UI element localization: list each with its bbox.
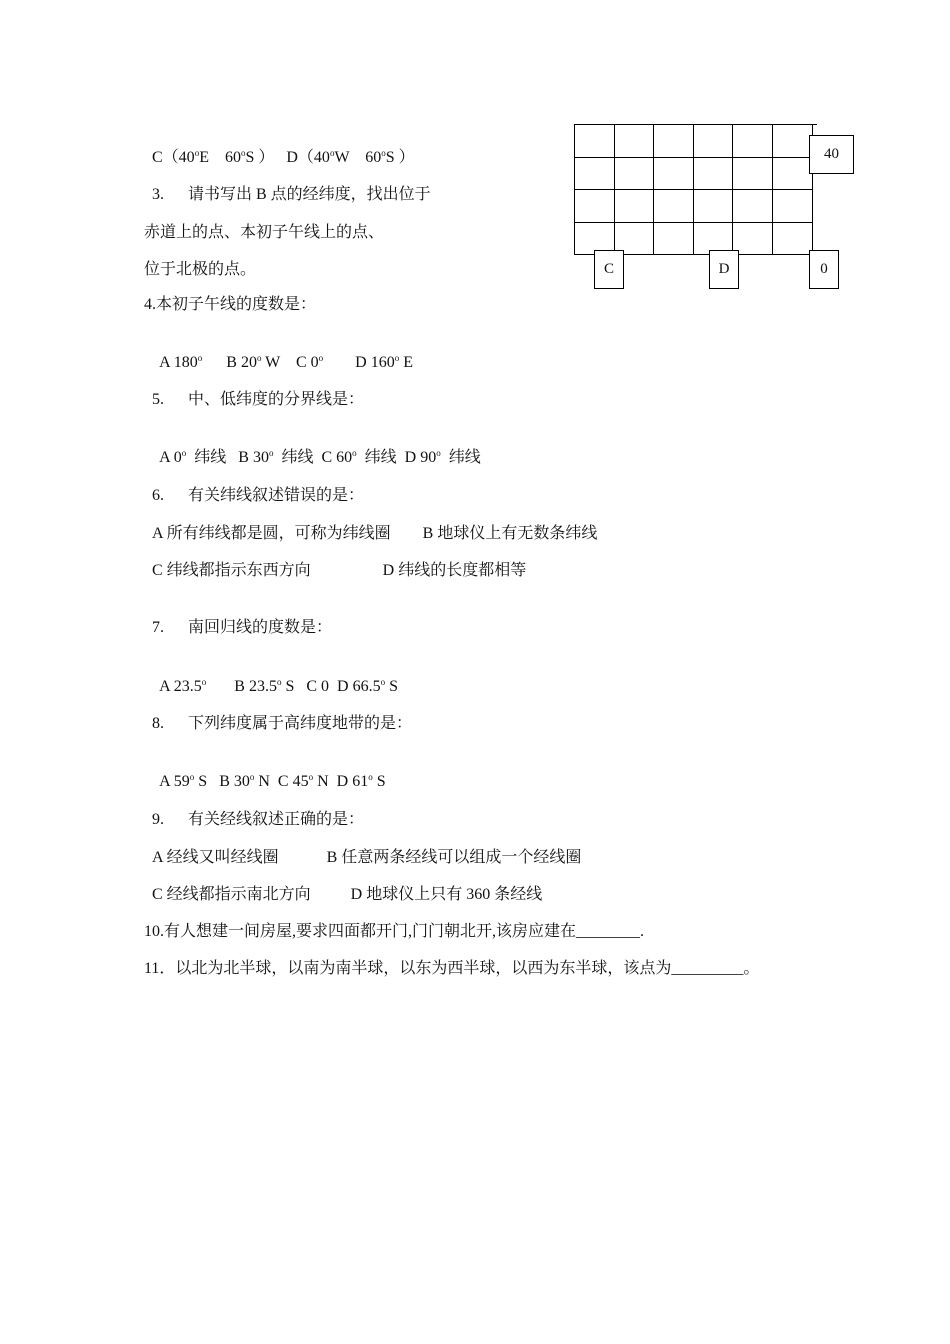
- question-4-options: [152, 333, 413, 373]
- question-text: 请书写出 B 点的经纬度，找出位于: [188, 186, 431, 203]
- question-text: 中、低纬度的分界线是：: [188, 391, 365, 408]
- grid-cell: [615, 190, 655, 223]
- degree-sign: o: [201, 677, 207, 687]
- degree-sign: o: [318, 353, 324, 363]
- question-9-options-ab: A 经线又叫经线圈 B 任意两条经线可以组成一个经线圈: [152, 849, 582, 866]
- text-segment: E 60: [199, 149, 241, 166]
- degree-sign: o: [436, 448, 441, 458]
- grid-cell: [733, 158, 773, 191]
- grid-cell: [654, 125, 694, 158]
- grid-cell: [615, 125, 655, 158]
- text-segment: A 0: [159, 449, 182, 466]
- grid-row: [575, 125, 817, 158]
- question-number: 9.: [152, 811, 164, 828]
- text-segment: A 59: [159, 773, 190, 790]
- question-number: 3.: [152, 186, 164, 203]
- grid-cell: [733, 125, 773, 158]
- text-segment: S ） D（40: [245, 149, 330, 166]
- text-segment: C（40: [152, 149, 195, 166]
- degree-sign: o: [181, 448, 187, 458]
- grid-cell: [575, 190, 615, 223]
- degree-sign: o: [268, 448, 274, 458]
- degree-sign: o: [380, 677, 386, 687]
- grid-cell: [654, 158, 694, 191]
- question-3: [144, 165, 431, 205]
- question-7: [144, 598, 332, 638]
- text-segment: N D 61: [313, 773, 369, 790]
- grid-cell: [773, 223, 813, 256]
- degree-sign: o: [368, 772, 373, 782]
- grid-cell: [694, 158, 734, 191]
- question-6-options-cd: C 纬线都指示东西方向 D 纬线的长度都相等: [152, 562, 527, 579]
- grid-cell: [575, 125, 615, 158]
- text-segment: D 160: [323, 354, 395, 371]
- question-10: 10.有人想建一间房屋,要求四面都开门,门门朝北开,该房应建在________.: [144, 923, 645, 940]
- text-segment: S B 30: [194, 773, 250, 790]
- question-text: 有关经线叙述正确的是：: [188, 811, 365, 828]
- degree-sign: o: [276, 677, 282, 687]
- option-line-cd: [144, 128, 415, 168]
- grid-cell: [773, 125, 813, 158]
- grid-cell: [694, 125, 734, 158]
- degree-sign: o: [394, 353, 400, 363]
- grid-cell: [694, 190, 734, 223]
- text-segment: 纬线 C 60: [273, 449, 353, 466]
- text-segment: E: [399, 354, 414, 371]
- text-segment: 纬线 D 90: [356, 449, 437, 466]
- label-box-d: D: [709, 250, 739, 289]
- degree-sign: o: [194, 148, 200, 158]
- grid-cell: [654, 190, 694, 223]
- degree-sign: o: [197, 353, 203, 363]
- grid-cell: [733, 223, 773, 256]
- text-segment: 纬线: [440, 449, 481, 466]
- grid-row: [575, 190, 817, 223]
- label-box-0: 0: [809, 250, 839, 289]
- label-box-c: C: [594, 250, 624, 289]
- question-number: 5.: [152, 391, 164, 408]
- grid-cell: [773, 158, 813, 191]
- question-text: 南回归线的度数是：: [188, 619, 333, 636]
- degree-sign: o: [189, 772, 195, 782]
- label-box-40: 40: [809, 135, 854, 174]
- question-5-options: [152, 428, 481, 468]
- question-text: 下列纬度属于高纬度地带的是：: [188, 715, 413, 732]
- text-segment: N C 45: [254, 773, 309, 790]
- question-3-line-2: 赤道上的点、本初子午线上的点、: [144, 224, 385, 241]
- question-5: [144, 370, 364, 410]
- question-number: 8.: [152, 715, 164, 732]
- text-segment: W C 0: [261, 354, 319, 371]
- question-6-options-ab: A 所有纬线都是圆，可称为纬线圈 B 地球仪上有无数条纬线: [152, 525, 598, 542]
- text-segment: A 180: [159, 354, 198, 371]
- question-4: 4.本初子午线的度数是：: [144, 296, 317, 313]
- question-number: 6.: [152, 487, 164, 504]
- question-9-options-cd: C 经线都指示南北方向 D 地球仪上只有 360 条经线: [152, 886, 543, 903]
- text-segment: B 20: [202, 354, 257, 371]
- text-segment: A 23.5: [159, 678, 202, 695]
- question-number: 7.: [152, 619, 164, 636]
- text-segment: W 60: [334, 149, 382, 166]
- text-segment: S ）: [385, 149, 415, 166]
- text-segment: S C 0 D 66.5: [281, 678, 381, 695]
- question-8: [144, 694, 412, 734]
- text-segment: B 23.5: [206, 678, 277, 695]
- question-7-options: [152, 657, 398, 697]
- degree-sign: o: [256, 353, 262, 363]
- text-segment: S: [385, 678, 398, 695]
- grid-cell: [654, 223, 694, 256]
- degree-sign: o: [240, 148, 246, 158]
- grid-cell: [733, 190, 773, 223]
- degree-sign: o: [381, 148, 386, 158]
- degree-sign: o: [249, 772, 255, 782]
- question-text: 有关纬线叙述错误的是：: [188, 487, 365, 504]
- question-6: [144, 466, 364, 506]
- degree-sign: o: [329, 148, 335, 158]
- question-8-options: [152, 752, 386, 792]
- grid-cell: [575, 158, 615, 191]
- degree-sign: o: [308, 772, 314, 782]
- question-3-line-3: 位于北极的点。: [144, 261, 257, 278]
- text-segment: S: [372, 773, 386, 790]
- grid-cell: [615, 158, 655, 191]
- question-11: 11．以北为北半球，以南为南半球，以东为西半球，以西为东半球，该点为_________。: [144, 960, 760, 977]
- question-9: [144, 790, 364, 830]
- lat-long-grid-diagram: [574, 124, 817, 255]
- grid-cell: [773, 190, 813, 223]
- grid-row: [575, 158, 817, 191]
- degree-sign: o: [352, 448, 357, 458]
- text-segment: 纬线 B 30: [186, 449, 269, 466]
